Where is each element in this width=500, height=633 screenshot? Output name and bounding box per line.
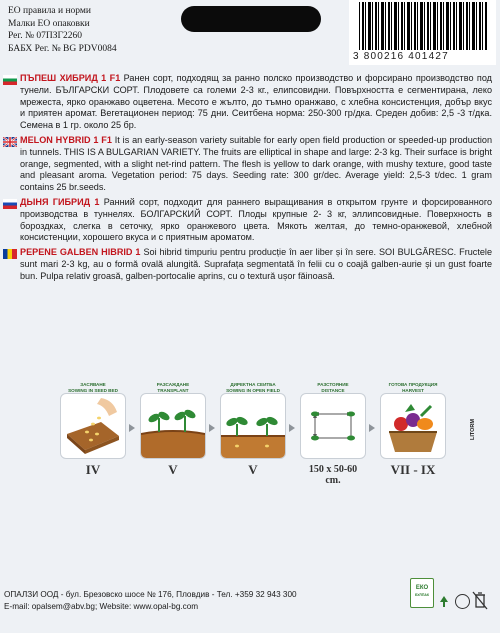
section-text: Ранний сорт, подходит для раннего выращивания в открытом грунте и форсированного производства в туннелях. БОЛГАРСКИЙ СОРТ. Плоды крупные 2- 3 кг, эллипсовидные. Поверхность в бороздках, слегка в сеточку, ярко оранжевого цвета. Мякоть желтая, до темно-оранжевой, хлебной консистенции, хорошего вкуса и с приятным ароматом. [20,196,492,243]
barcode [349,0,496,65]
litorm-label: LITORM [470,419,476,440]
step-distance [300,382,366,486]
section-text: Soi hibrid timpuriu pentru producție în aer liber și în sere. SOI BULGĂRESC. Fructele sunt mari 2-3 kg, au o formă ovală alungită. Suprafața segmentată în felii cu o coajă galben-aurie și un gust foarte bun. Pulpa relativ groasă, galben-portocalie aprins, cu o textură ușor făinoasă. [20,247,492,281]
section-title: ПЪПЕШ ХИБРИД 1 F1 [20,73,121,83]
tidyman-icon [455,594,470,609]
regulation-line: Малки ЕО опаковки [8,18,90,29]
footer-contact: E-mail: opalsem@abv.bg; Website: www.opal-bg.com [4,602,199,611]
section-ro [0,247,500,282]
section-text: It is an early-season variety suitable for early open field production or speeded-up production in tunnels. THIS IS A BULGARIAN VARIETY. The fruits are elliptical in shape and large: 2-3 kg. Their surface is bright orange, segmented, with a slight net-rind pattern. The flesh is yellow to dark orange, with mushy texture, good taste and pleasant aroma. Vegetation period: 75 days. Seeding rate: 300 gr/dec. Average yield: 2,5-3 t/dec. 1 gram contains 25 br.seeds. [20,134,493,193]
arrow-right-icon [289,424,295,432]
step-value: IV [85,462,101,477]
step-label: ДИРЕКТНА СЕИТБА SOWING IN OPEN FIELD [226,382,280,393]
section-ru [0,197,500,244]
section-title: MELON HYBRID 1 F1 [20,134,112,145]
bulgaria-flag-icon [3,75,17,85]
no-bin-icon [472,590,488,610]
hang-slot [181,6,321,32]
step-value: V [248,462,258,477]
regulation-line: ЕО правила и норми [8,6,91,16]
step-value: 150 x 50-60 cm. [308,464,358,486]
step-sowing-seed-bed [60,382,126,478]
eko-logo-icon: ЕКО БУЛПАК [410,578,434,608]
description-sections [0,73,500,286]
russia-flag-icon [3,199,17,209]
step-value: V [168,462,178,477]
regulation-info [8,5,117,55]
step-label: РАЗСТОЯНИЕ DISTANCE [317,382,349,393]
arrow-right-icon [209,424,215,432]
arrow-right-icon [369,424,375,432]
distance-icon [300,393,366,459]
step-label: ГОТОВА ПРОДУКЦИЯ HARVEST [388,382,438,393]
arrow-right-icon [129,424,135,432]
footer [4,589,384,613]
footer-address: ОПАЛЗИ ООД - бул. Брезовско шосе № 176, Пловдив - Тел. +359 32 943 300 [4,590,297,599]
harvest-icon [380,393,446,459]
recycle-icon [436,594,452,610]
step-direct-sowing [220,382,286,478]
uk-flag-icon [3,137,17,147]
direct-sowing-icon [220,393,286,459]
step-label: ЗАСЯВАНЕ SOWING IN SEED BED [68,382,118,393]
section-title: ДЫНЯ ГИБРИД 1 [20,196,100,207]
section-title: PEPENE GALBEN HIBRID 1 [20,247,141,258]
section-text: Ранен сорт, подходящ за ранно полско производство и форсирано производство под тунели. БЪЛГАРСКИ СОРТ. Плодовете са големи 2-3 кг., елипсовидни. Повърхността е сегментирана, леко мрежеста, ярко оранжаво оцветена. Месото е жълто, до тъмно оранжаво, с хлебна консистенция, добър вкус и приятен аромат. Вегетационен период: 75 дни. Сеитбена норма: 250-300 гр/дка. Среден добив: 2,5 -3 т/дка. Семена в 1 гр. около 25 бр. [20,73,492,131]
seedbed-sowing-icon [60,393,126,459]
regulation-line: Рег. № 07ПЗГ2260 [8,31,83,41]
step-value: VII - IX [390,462,436,477]
section-bg [0,73,500,132]
growing-steps [60,382,460,486]
section-en [0,135,500,194]
romania-flag-icon [3,249,17,259]
transplant-icon [140,393,206,459]
step-label: РАЗСАЖДАНЕ TRANSPLANT [156,382,190,393]
regulation-line: БАБХ Рег. № BG PDV0084 [8,43,117,54]
barcode-bars [359,2,487,50]
barcode-number: 3 800216 401427 [353,51,449,62]
step-transplant [140,382,206,478]
step-harvest [380,382,446,478]
